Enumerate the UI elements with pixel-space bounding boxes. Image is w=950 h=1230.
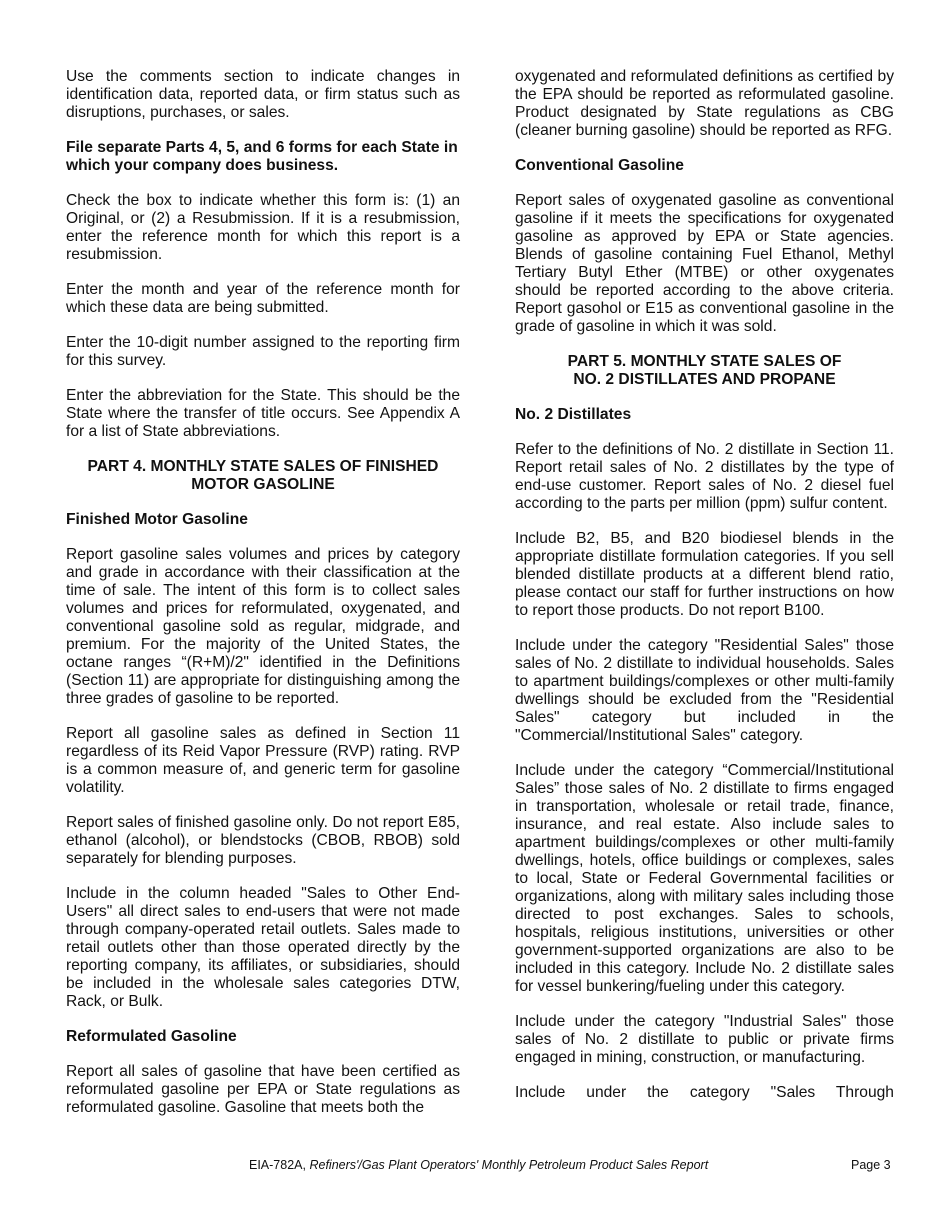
reference-month-instruction: Enter the month and year of the reference month for which these data are being submitted. [66, 281, 460, 316]
footer-report-title: Refiners'/Gas Plant Operators' Monthly Petroleum Product Sales Report [309, 1158, 709, 1172]
residential-sales-paragraph: Include under the category "Residential Sales" those sales of No. 2 distillate to individual households. Sales to apartment buildings/complexes or other multi-family dwellings should be excluded from the "Residential Sales" category but included in the "Commercial/Institutional Sales" category. [515, 637, 894, 744]
sales-through-paragraph: Include under the category "Sales Through [515, 1084, 894, 1101]
part5-heading [515, 353, 894, 389]
reformulated-continued-paragraph: oxygenated and reformulated definitions as certified by the EPA should be reported as reformulated gasoline. Product designated by State regulations as CBG (cleaner burning gasoline) should be reported as RFG. [515, 68, 894, 139]
left-column [66, 68, 460, 1117]
rvp-paragraph: Report all gasoline sales as defined in Section 11 regardless of its Reid Vapor Pressure (RVP) rating. RVP is a common measure of, and generic term for gasoline volatility. [66, 725, 460, 796]
biodiesel-paragraph: Include B2, B5, and B20 biodiesel blends in the appropriate distillate formulation categories. If you sell blended distillate products at a different blend ratio, please contact our staff for further instructions on how to report those products. Do not report B100. [515, 530, 894, 619]
part4-heading [66, 458, 460, 494]
file-separate-instruction: File separate Parts 4, 5, and 6 forms for each State in which your company does business. [66, 139, 458, 174]
part4-heading-line2: MOTOR GASOLINE [191, 476, 335, 493]
footer-form-title [249, 1158, 708, 1172]
page-footer [0, 1158, 950, 1174]
other-end-users-paragraph: Include in the column headed "Sales to Other End-Users" all direct sales to end-users that were not made through company-operated retail outlets. Sales made to retail outlets other than those operated directly by the reporting company, its affiliates, or subsidiaries, should be included in the wholesale sales categories DTW, Rack, or Bulk. [66, 885, 460, 1010]
part5-heading-line2: NO. 2 DISTILLATES AND PROPANE [573, 371, 836, 388]
state-abbreviation-instruction: Enter the abbreviation for the State. This should be the State where the transfer of title occurs. See Appendix A for a list of State abbreviations. [66, 387, 460, 440]
industrial-sales-paragraph: Include under the category "Industrial Sales" those sales of No. 2 distillate to public or private firms engaged in mining, construction, or manufacturing. [515, 1013, 894, 1066]
reformulated-gasoline-heading: Reformulated Gasoline [66, 1028, 237, 1045]
original-resubmission-instruction: Check the box to indicate whether this form is: (1) an Original, or (2) a Resubmission. If it is a resubmission, enter the reference month for which this report is a resubmission. [66, 192, 460, 263]
id-number-instruction: Enter the 10-digit number assigned to the reporting firm for this survey. [66, 334, 460, 369]
no2-distillates-heading: No. 2 Distillates [515, 406, 632, 423]
reformulated-paragraph: Report all sales of gasoline that have been certified as reformulated gasoline per EPA or State regulations as reformulated gasoline. Gasoline that meets both the [66, 1063, 460, 1116]
conventional-gasoline-heading: Conventional Gasoline [515, 157, 684, 174]
page-number: Page 3 [851, 1158, 891, 1172]
conventional-paragraph: Report sales of oxygenated gasoline as conventional gasoline if it meets the specifications for oxygenated gasoline as approved by EPA or State agencies. Blends of gasoline containing Fuel Ethanol, Methyl Tertiary Butyl Ether (MTBE) or other oxygenates should be reported according to the above criteria. Report gasohol or E15 as conventional gasoline in the grade of gasoline in which it was sold. [515, 192, 894, 335]
part4-heading-line1: PART 4. MONTHLY STATE SALES OF FINISHED [87, 458, 439, 475]
finished-gasoline-only-paragraph: Report sales of finished gasoline only. Do not report E85, ethanol (alcohol), or blendstocks (CBOB, RBOB) sold separately for blending purposes. [66, 814, 460, 867]
footer-form-id: EIA-782A, [249, 1158, 306, 1172]
finished-motor-gasoline-heading: Finished Motor Gasoline [66, 511, 248, 528]
gasoline-sales-paragraph: Report gasoline sales volumes and prices by category and grade in accordance with their classification at the time of sale. The intent of this form is to collect sales volumes and prices for reformulated, oxygenated, and conventional gasoline sold as regular, midgrade, and premium. For the majority of the United States, the octane ranges “(R+M)/2" identified in the Definitions (Section 11) are appropriate for distinguishing among the three grades of gasoline to be reported. [66, 546, 460, 707]
distillate-definitions-paragraph: Refer to the definitions of No. 2 distillate in Section 11. Report retail sales of No. 2 distillates by the type of end-use customer. Report sales of No. 2 diesel fuel according to the parts per million (ppm) sulfur content. [515, 441, 894, 512]
comments-instruction: Use the comments section to indicate changes in identification data, reported data, or firm status such as disruptions, purchases, or sales. [66, 68, 460, 121]
right-column [515, 68, 894, 1102]
part5-heading-line1: PART 5. MONTHLY STATE SALES OF [567, 353, 842, 370]
commercial-sales-paragraph: Include under the category “Commercial/Institutional Sales” those sales of No. 2 distillate to firms engaged in transportation, wholesale or retail trade, finance, insurance, and real estate. Also include sales to apartment buildings/complexes or other multi-family dwellings, hotels, office buildings or complexes, sales to local, State or Federal Governmental facilities or organizations, along with military sales including those directed to post exchanges. Sales to schools, hospitals, religious institutions, universities or other government-supported organizations are also to be included in this category. Include No. 2 distillate sales for vessel bunkering/fueling under this category. [515, 762, 894, 995]
